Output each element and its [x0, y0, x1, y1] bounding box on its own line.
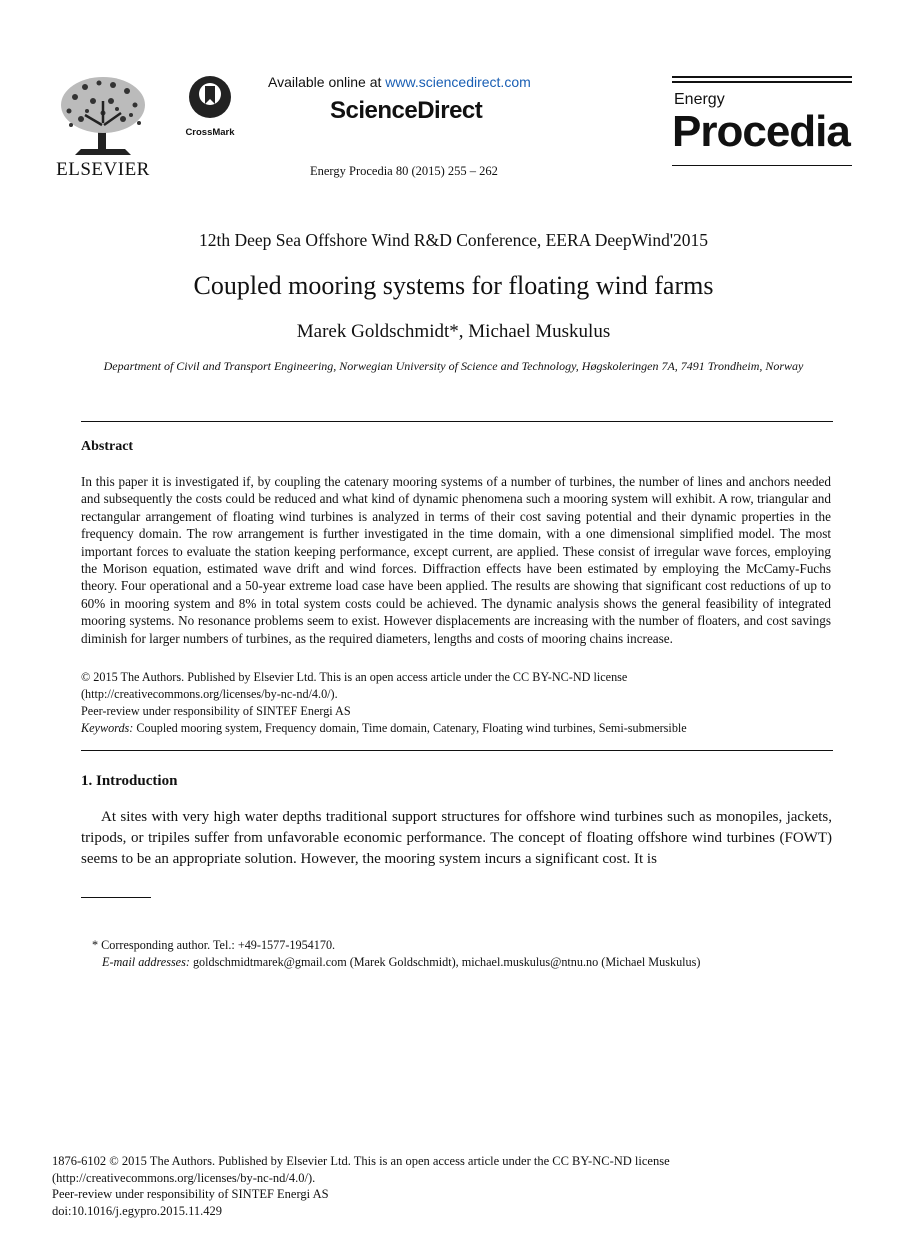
- keywords-line: [81, 720, 687, 737]
- email-list: goldschmidtmarek@gmail.com (Marek Goldschmidt), michael.muskulus@ntnu.no (Michael Muskulus): [189, 955, 701, 969]
- peer-review-note: Peer-review under responsibility of SINTEF Energi AS: [81, 704, 351, 718]
- publisher-name: ELSEVIER: [56, 159, 150, 180]
- email-label: E-mail addresses:: [102, 955, 190, 969]
- journal-rule: [672, 165, 852, 166]
- email-addresses: [102, 954, 700, 971]
- journal-rule: [672, 81, 852, 83]
- journal-brand: [672, 76, 852, 166]
- abstract-top-divider: [81, 421, 833, 422]
- abstract-bottom-divider: [81, 750, 833, 751]
- copyright-notice: © 2015 The Authors. Published by Elsevier Ltd. This is an open access article under the CC BY-NC-ND license: [81, 670, 628, 684]
- footer-license-link[interactable]: (http://creativecommons.org/licenses/by-nc-nd/4.0/).: [52, 1170, 316, 1185]
- author-list: Marek Goldschmidt*, Michael Muskulus: [296, 321, 611, 342]
- doi[interactable]: doi:10.1016/j.egypro.2015.11.429: [52, 1203, 223, 1218]
- license-link[interactable]: (http://creativecommons.org/licenses/by-nc-nd/4.0/).: [81, 687, 338, 701]
- section-heading-introduction: 1. Introduction: [81, 773, 178, 789]
- author-affiliation: Department of Civil and Transport Engineering, Norwegian University of Science and Technology, Høgskoleringen 7A, 7491 Trondheim, Norway: [103, 359, 804, 373]
- crossmark-icon: [187, 74, 233, 120]
- footnote-divider: [81, 897, 151, 898]
- journal-name-energy: Energy: [674, 91, 725, 108]
- crossmark-label: CrossMark: [185, 127, 235, 138]
- sciencedirect-link[interactable]: www.sciencedirect.com: [385, 74, 531, 90]
- corresponding-author-note: * Corresponding author. Tel.: +49-1577-1954170.: [92, 938, 336, 952]
- crossmark-badge[interactable]: [180, 74, 240, 138]
- availability-prefix: Available online at: [268, 74, 386, 90]
- journal-citation: Energy Procedia 80 (2015) 255 – 262: [310, 164, 498, 178]
- abstract-heading: Abstract: [81, 439, 134, 454]
- abstract-text: In this paper it is investigated if, by coupling the catenary mooring systems of a number of turbines, the number of lines and anchors needed and subsequently the costs could be reduced and what kind of dynamic phenomena such a mooring system will exhibit. A row, triangular and rectangular arrangement of floating wind turbines is analyzed in terms of their cost saving potential and their dynamic properties in the frequency domain. The row arrangement is further investigated in the time domain, with a one dimensional simplified model. The most important forces to evaluate the station keeping performance, except current, are applied. These consist of irregular wave forces, employing the Morison equation, estimated wave drift and wind forces. Diffraction effects have been estimated by employing the McCamy-Fuchs theory. Four operational and a 50-year extreme load case have been applied. The results are showing that significant cost reductions of up to 60% in mooring system and 8% in total system costs could be achieved. The dynamic analysis shows the general feasibility of integrated mooring systems. No resonance problems seem to exist. However displacements are increasing with the number of floaters, and cost savings diminish for larger numbers of turbines, as the required diameters, lengths and costs of mooring chains increase.: [81, 474, 831, 646]
- elsevier-tree-icon: [55, 75, 151, 157]
- conference-name: 12th Deep Sea Offshore Wind R&D Conference, EERA DeepWind'2015: [199, 230, 708, 250]
- journal-name-procedia: Procedia: [672, 107, 850, 156]
- keywords-list: Coupled mooring system, Frequency domain, Time domain, Catenary, Floating wind turbines, Semi-submersible: [133, 721, 687, 735]
- keywords-label: Keywords:: [81, 721, 134, 735]
- sciencedirect-wordmark: ScienceDirect: [330, 97, 483, 124]
- journal-rule: [672, 76, 852, 78]
- footer-peer-review: Peer-review under responsibility of SINTEF Energi AS: [52, 1187, 329, 1202]
- issn-copyright: 1876-6102 © 2015 The Authors. Published by Elsevier Ltd. This is an open access article under the CC BY-NC-ND license: [52, 1154, 670, 1168]
- availability-line: [268, 74, 531, 90]
- introduction-text: At sites with very high water depths traditional support structures for offshore wind turbines such as monopiles, jackets, tripods, or tripiles suffer from unfavorable economic performance. The concept of floating offshore wind turbines (FOWT) seems to be an appropriate solution. However, the mooring system incurs a significant cost. It is: [81, 809, 832, 867]
- article-footer: [52, 1153, 670, 1219]
- paper-title: Coupled mooring systems for floating wind farms: [193, 271, 714, 300]
- elsevier-logo: [55, 75, 155, 181]
